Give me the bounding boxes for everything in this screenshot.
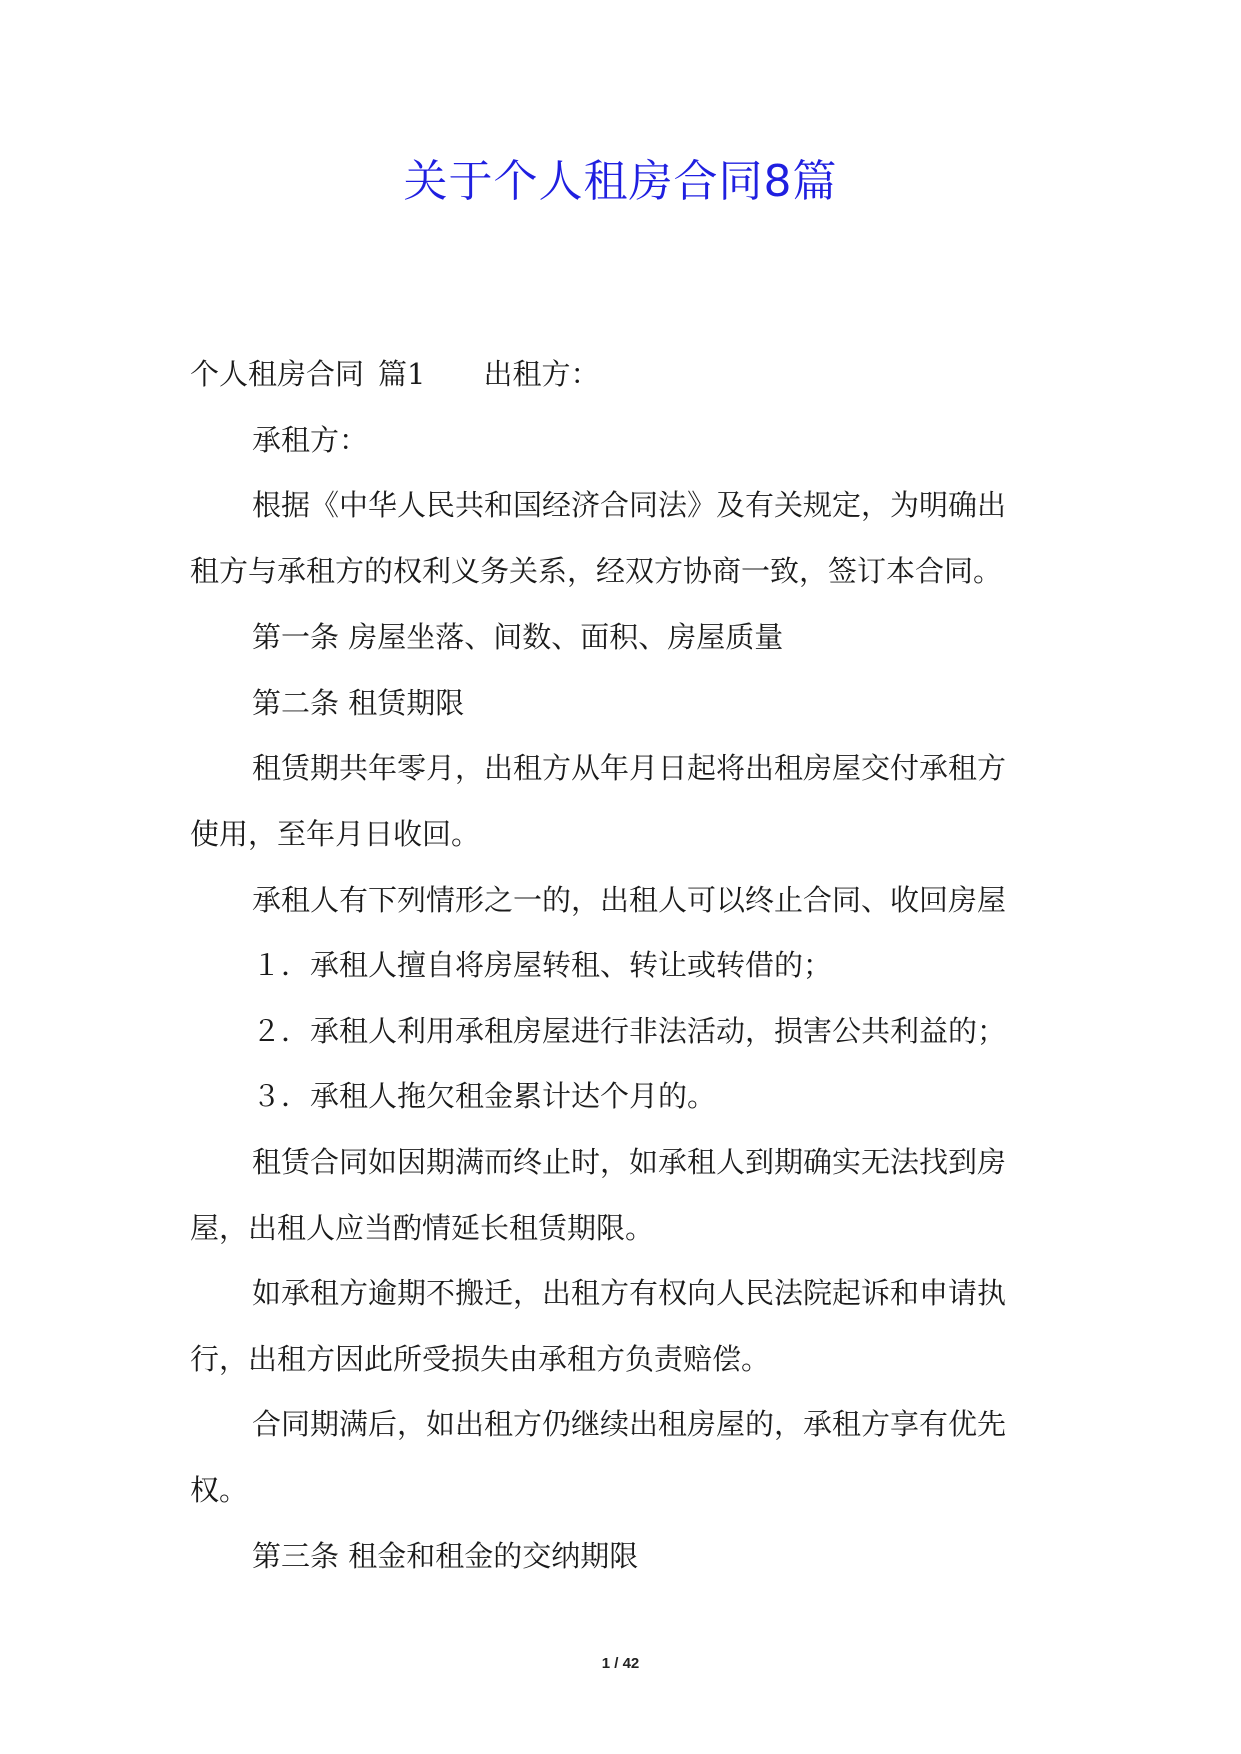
body-line: 屋，出租人应当酌情延长租赁期限。: [190, 1211, 655, 1245]
body-line: 权。: [190, 1473, 249, 1507]
document-title: 关于个人租房合同8篇: [403, 156, 838, 207]
body-line: 如承租方逾期不搬迁，出租方有权向人民法院起诉和申请执: [252, 1276, 1007, 1310]
contract-part-number: 篇1: [378, 357, 426, 391]
body-line: 租方与承租方的权利义务关系，经双方协商一致，签订本合同。: [190, 554, 1003, 588]
list-item: ３．承租人拖欠租金累计达个月的。: [252, 1079, 717, 1113]
list-item: ２．承租人利用承租房屋进行非法活动，损害公共利益的；: [252, 1014, 1007, 1048]
contract-part-label: 个人租房合同: [190, 357, 365, 391]
lessee-label: 承租方：: [252, 423, 369, 457]
body-line: 租赁期共年零月，出租方从年月日起将出租房屋交付承租方: [252, 751, 1007, 785]
section-heading-line: [190, 354, 599, 394]
body-line: 根据《中华人民共和国经济合同法》及有关规定，为明确出: [252, 488, 1007, 522]
article-two-heading: 第二条 租赁期限: [252, 686, 465, 720]
body-line: 租赁合同如因期满而终止时，如承租人到期确实无法找到房: [252, 1145, 1007, 1179]
page-number: 1 / 42: [601, 1655, 640, 1672]
article-three-heading: 第三条 租金和租金的交纳期限: [252, 1539, 639, 1573]
body-line: 行，出租方因此所受损失由承租方负责赔偿。: [190, 1342, 771, 1376]
body-line: 合同期满后，如出租方仍继续出租房屋的，承租方享有优先: [252, 1407, 1007, 1441]
list-item: １．承租人擅自将房屋转租、转让或转借的；: [252, 948, 833, 982]
article-one-heading: 第一条 房屋坐落、间数、面积、房屋质量: [252, 620, 784, 654]
body-line: 使用，至年月日收回。: [190, 817, 481, 851]
body-line: 承租人有下列情形之一的，出租人可以终止合同、收回房屋: [252, 883, 1007, 917]
lessor-label: 出租方：: [483, 357, 600, 391]
